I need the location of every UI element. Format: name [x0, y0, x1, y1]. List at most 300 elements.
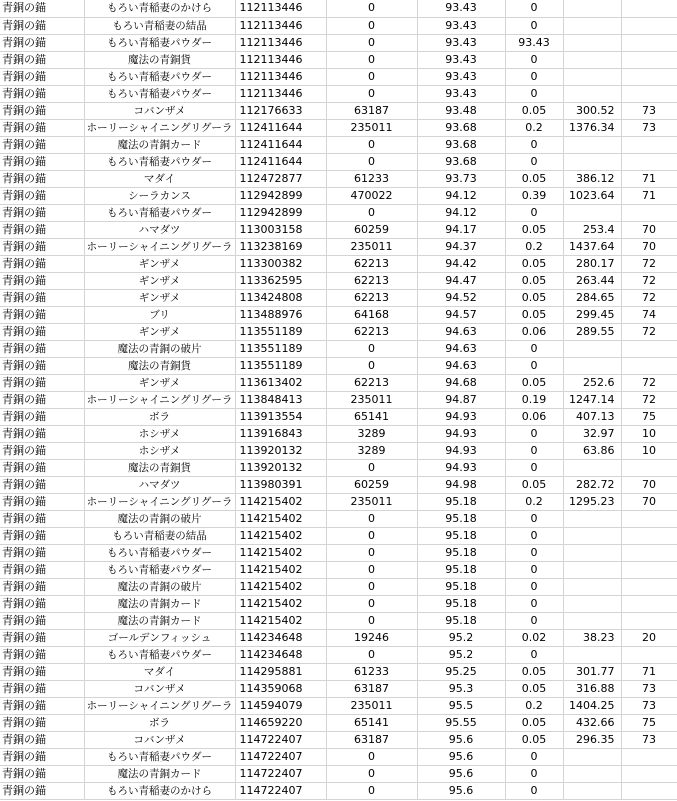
level-cell[interactable]: [621, 51, 677, 68]
level-cell[interactable]: [621, 357, 677, 374]
value-cell[interactable]: [563, 748, 621, 765]
level-cell[interactable]: [621, 17, 677, 34]
location-cell[interactable]: 青銅の錨: [0, 17, 84, 34]
level-cell[interactable]: 72: [621, 391, 677, 408]
percent-cell[interactable]: 94.17: [417, 221, 505, 238]
cumulative-count-cell[interactable]: 114215402: [235, 510, 326, 527]
count-cell[interactable]: 60259: [326, 476, 417, 493]
percent-cell[interactable]: 94.93: [417, 408, 505, 425]
count-cell[interactable]: 0: [326, 510, 417, 527]
level-cell[interactable]: 72: [621, 323, 677, 340]
count-cell[interactable]: 63187: [326, 102, 417, 119]
value-cell[interactable]: [563, 136, 621, 153]
value-cell[interactable]: 1023.64: [563, 187, 621, 204]
value-cell[interactable]: 263.44: [563, 272, 621, 289]
value-cell[interactable]: 386.12: [563, 170, 621, 187]
count-cell[interactable]: 0: [326, 459, 417, 476]
cumulative-count-cell[interactable]: 112113446: [235, 51, 326, 68]
value-cell[interactable]: 253.4: [563, 221, 621, 238]
cumulative-count-cell[interactable]: 114659220: [235, 714, 326, 731]
location-cell[interactable]: 青銅の錨: [0, 34, 84, 51]
cumulative-count-cell[interactable]: 113848413: [235, 391, 326, 408]
delta-cell[interactable]: 0: [505, 612, 563, 629]
item-name-cell[interactable]: 魔法の青銅の破片: [84, 340, 235, 357]
cumulative-count-cell[interactable]: 114215402: [235, 493, 326, 510]
level-cell[interactable]: 71: [621, 170, 677, 187]
location-cell[interactable]: 青銅の錨: [0, 170, 84, 187]
cumulative-count-cell[interactable]: 112942899: [235, 187, 326, 204]
delta-cell[interactable]: 0.05: [505, 714, 563, 731]
delta-cell[interactable]: 0.05: [505, 170, 563, 187]
value-cell[interactable]: 289.55: [563, 323, 621, 340]
item-name-cell[interactable]: もろい青稲妻のかけら: [84, 782, 235, 799]
level-cell[interactable]: 72: [621, 374, 677, 391]
delta-cell[interactable]: 0: [505, 561, 563, 578]
cumulative-count-cell[interactable]: 113920132: [235, 459, 326, 476]
cumulative-count-cell[interactable]: 114215402: [235, 612, 326, 629]
cumulative-count-cell[interactable]: 114359068: [235, 680, 326, 697]
item-name-cell[interactable]: もろい青稲妻パウダー: [84, 646, 235, 663]
value-cell[interactable]: 282.72: [563, 476, 621, 493]
value-cell[interactable]: [563, 34, 621, 51]
level-cell[interactable]: 71: [621, 663, 677, 680]
location-cell[interactable]: 青銅の錨: [0, 442, 84, 459]
value-cell[interactable]: 280.17: [563, 255, 621, 272]
value-cell[interactable]: [563, 527, 621, 544]
delta-cell[interactable]: 0: [505, 459, 563, 476]
cumulative-count-cell[interactable]: 113920132: [235, 442, 326, 459]
location-cell[interactable]: 青銅の錨: [0, 306, 84, 323]
delta-cell[interactable]: 0: [505, 578, 563, 595]
delta-cell[interactable]: 0: [505, 527, 563, 544]
delta-cell[interactable]: 0.05: [505, 731, 563, 748]
location-cell[interactable]: 青銅の錨: [0, 680, 84, 697]
value-cell[interactable]: 296.35: [563, 731, 621, 748]
percent-cell[interactable]: 95.6: [417, 748, 505, 765]
count-cell[interactable]: 235011: [326, 697, 417, 714]
delta-cell[interactable]: 0.06: [505, 408, 563, 425]
count-cell[interactable]: 62213: [326, 289, 417, 306]
level-cell[interactable]: [621, 34, 677, 51]
count-cell[interactable]: 235011: [326, 493, 417, 510]
count-cell[interactable]: 0: [326, 68, 417, 85]
location-cell[interactable]: 青銅の錨: [0, 340, 84, 357]
cumulative-count-cell[interactable]: 113551189: [235, 340, 326, 357]
percent-cell[interactable]: 94.52: [417, 289, 505, 306]
level-cell[interactable]: [621, 782, 677, 799]
delta-cell[interactable]: 0: [505, 204, 563, 221]
percent-cell[interactable]: 95.18: [417, 612, 505, 629]
level-cell[interactable]: 72: [621, 272, 677, 289]
value-cell[interactable]: 301.77: [563, 663, 621, 680]
delta-cell[interactable]: 0.2: [505, 493, 563, 510]
count-cell[interactable]: 470022: [326, 187, 417, 204]
level-cell[interactable]: [621, 544, 677, 561]
cumulative-count-cell[interactable]: 114215402: [235, 595, 326, 612]
location-cell[interactable]: 青銅の錨: [0, 153, 84, 170]
count-cell[interactable]: 0: [326, 748, 417, 765]
value-cell[interactable]: [563, 459, 621, 476]
level-cell[interactable]: [621, 85, 677, 102]
item-name-cell[interactable]: ホーリーシャイニングリグーラ: [84, 238, 235, 255]
count-cell[interactable]: 0: [326, 527, 417, 544]
count-cell[interactable]: 235011: [326, 391, 417, 408]
percent-cell[interactable]: 95.55: [417, 714, 505, 731]
count-cell[interactable]: 0: [326, 204, 417, 221]
delta-cell[interactable]: 0: [505, 17, 563, 34]
value-cell[interactable]: [563, 578, 621, 595]
percent-cell[interactable]: 95.18: [417, 595, 505, 612]
value-cell[interactable]: [563, 782, 621, 799]
cumulative-count-cell[interactable]: 114722407: [235, 731, 326, 748]
count-cell[interactable]: 0: [326, 51, 417, 68]
count-cell[interactable]: 19246: [326, 629, 417, 646]
item-name-cell[interactable]: ハマダツ: [84, 221, 235, 238]
delta-cell[interactable]: 0.19: [505, 391, 563, 408]
level-cell[interactable]: 74: [621, 306, 677, 323]
item-name-cell[interactable]: ハマダツ: [84, 476, 235, 493]
item-name-cell[interactable]: ホシザメ: [84, 425, 235, 442]
cumulative-count-cell[interactable]: 113913554: [235, 408, 326, 425]
value-cell[interactable]: [563, 595, 621, 612]
percent-cell[interactable]: 95.18: [417, 561, 505, 578]
cumulative-count-cell[interactable]: 113238169: [235, 238, 326, 255]
item-name-cell[interactable]: 魔法の青銅カード: [84, 136, 235, 153]
cumulative-count-cell[interactable]: 112942899: [235, 204, 326, 221]
value-cell[interactable]: [563, 153, 621, 170]
delta-cell[interactable]: 0: [505, 442, 563, 459]
value-cell[interactable]: 1247.14: [563, 391, 621, 408]
cumulative-count-cell[interactable]: 114594079: [235, 697, 326, 714]
location-cell[interactable]: 青銅の錨: [0, 510, 84, 527]
percent-cell[interactable]: 93.43: [417, 85, 505, 102]
level-cell[interactable]: 10: [621, 442, 677, 459]
item-name-cell[interactable]: ボラ: [84, 714, 235, 731]
location-cell[interactable]: 青銅の錨: [0, 391, 84, 408]
item-name-cell[interactable]: ボラ: [84, 408, 235, 425]
item-name-cell[interactable]: もろい青稲妻パウダー: [84, 68, 235, 85]
level-cell[interactable]: 70: [621, 476, 677, 493]
item-name-cell[interactable]: ホーリーシャイニングリグーラ: [84, 119, 235, 136]
location-cell[interactable]: 青銅の錨: [0, 697, 84, 714]
delta-cell[interactable]: 0: [505, 340, 563, 357]
percent-cell[interactable]: 95.2: [417, 646, 505, 663]
item-name-cell[interactable]: もろい青稲妻の結晶: [84, 527, 235, 544]
cumulative-count-cell[interactable]: 112176633: [235, 102, 326, 119]
value-cell[interactable]: [563, 0, 621, 17]
item-name-cell[interactable]: もろい青稲妻パウダー: [84, 544, 235, 561]
level-cell[interactable]: [621, 204, 677, 221]
level-cell[interactable]: 20: [621, 629, 677, 646]
cumulative-count-cell[interactable]: 113488976: [235, 306, 326, 323]
item-name-cell[interactable]: もろい青稲妻パウダー: [84, 85, 235, 102]
level-cell[interactable]: 75: [621, 714, 677, 731]
level-cell[interactable]: [621, 510, 677, 527]
level-cell[interactable]: 73: [621, 680, 677, 697]
delta-cell[interactable]: 0: [505, 595, 563, 612]
count-cell[interactable]: 0: [326, 34, 417, 51]
location-cell[interactable]: 青銅の錨: [0, 289, 84, 306]
cumulative-count-cell[interactable]: 112113446: [235, 17, 326, 34]
item-name-cell[interactable]: もろい青稲妻パウダー: [84, 748, 235, 765]
delta-cell[interactable]: 0.02: [505, 629, 563, 646]
value-cell[interactable]: [563, 340, 621, 357]
cumulative-count-cell[interactable]: 112472877: [235, 170, 326, 187]
item-name-cell[interactable]: 魔法の青銅貨: [84, 459, 235, 476]
level-cell[interactable]: 73: [621, 102, 677, 119]
delta-cell[interactable]: 0.05: [505, 221, 563, 238]
cumulative-count-cell[interactable]: 114722407: [235, 765, 326, 782]
percent-cell[interactable]: 95.6: [417, 765, 505, 782]
location-cell[interactable]: 青銅の錨: [0, 357, 84, 374]
count-cell[interactable]: 0: [326, 578, 417, 595]
value-cell[interactable]: [563, 68, 621, 85]
value-cell[interactable]: 316.88: [563, 680, 621, 697]
location-cell[interactable]: 青銅の錨: [0, 408, 84, 425]
value-cell[interactable]: [563, 204, 621, 221]
delta-cell[interactable]: 0.05: [505, 306, 563, 323]
delta-cell[interactable]: 0: [505, 68, 563, 85]
item-name-cell[interactable]: もろい青稲妻の結晶: [84, 17, 235, 34]
level-cell[interactable]: [621, 646, 677, 663]
value-cell[interactable]: 1437.64: [563, 238, 621, 255]
cumulative-count-cell[interactable]: 114234648: [235, 629, 326, 646]
location-cell[interactable]: 青銅の錨: [0, 119, 84, 136]
count-cell[interactable]: 3289: [326, 425, 417, 442]
location-cell[interactable]: 青銅の錨: [0, 595, 84, 612]
location-cell[interactable]: 青銅の錨: [0, 493, 84, 510]
location-cell[interactable]: 青銅の錨: [0, 187, 84, 204]
location-cell[interactable]: 青銅の錨: [0, 459, 84, 476]
location-cell[interactable]: 青銅の錨: [0, 102, 84, 119]
percent-cell[interactable]: 95.6: [417, 731, 505, 748]
percent-cell[interactable]: 93.43: [417, 34, 505, 51]
percent-cell[interactable]: 94.42: [417, 255, 505, 272]
item-name-cell[interactable]: 魔法の青銅貨: [84, 357, 235, 374]
value-cell[interactable]: 32.97: [563, 425, 621, 442]
count-cell[interactable]: 0: [326, 561, 417, 578]
count-cell[interactable]: 235011: [326, 119, 417, 136]
delta-cell[interactable]: 0: [505, 153, 563, 170]
value-cell[interactable]: [563, 561, 621, 578]
level-cell[interactable]: [621, 153, 677, 170]
count-cell[interactable]: 64168: [326, 306, 417, 323]
count-cell[interactable]: 65141: [326, 408, 417, 425]
location-cell[interactable]: 青銅の錨: [0, 663, 84, 680]
cumulative-count-cell[interactable]: 112113446: [235, 0, 326, 17]
count-cell[interactable]: 0: [326, 340, 417, 357]
count-cell[interactable]: 235011: [326, 238, 417, 255]
percent-cell[interactable]: 95.25: [417, 663, 505, 680]
level-cell[interactable]: [621, 765, 677, 782]
location-cell[interactable]: 青銅の錨: [0, 561, 84, 578]
cumulative-count-cell[interactable]: 113551189: [235, 323, 326, 340]
value-cell[interactable]: 252.6: [563, 374, 621, 391]
cumulative-count-cell[interactable]: 112113446: [235, 85, 326, 102]
percent-cell[interactable]: 94.63: [417, 357, 505, 374]
level-cell[interactable]: [621, 340, 677, 357]
value-cell[interactable]: 38.23: [563, 629, 621, 646]
location-cell[interactable]: 青銅の錨: [0, 204, 84, 221]
location-cell[interactable]: 青銅の錨: [0, 255, 84, 272]
location-cell[interactable]: 青銅の錨: [0, 374, 84, 391]
location-cell[interactable]: 青銅の錨: [0, 68, 84, 85]
item-name-cell[interactable]: 魔法の青銅の破片: [84, 510, 235, 527]
delta-cell[interactable]: 0: [505, 357, 563, 374]
item-name-cell[interactable]: ホーリーシャイニングリグーラ: [84, 391, 235, 408]
cumulative-count-cell[interactable]: 112411644: [235, 119, 326, 136]
location-cell[interactable]: 青銅の錨: [0, 323, 84, 340]
percent-cell[interactable]: 94.98: [417, 476, 505, 493]
count-cell[interactable]: 63187: [326, 680, 417, 697]
level-cell[interactable]: [621, 459, 677, 476]
item-name-cell[interactable]: もろい青稲妻パウダー: [84, 34, 235, 51]
location-cell[interactable]: 青銅の錨: [0, 748, 84, 765]
count-cell[interactable]: 62213: [326, 272, 417, 289]
level-cell[interactable]: [621, 612, 677, 629]
item-name-cell[interactable]: ブリ: [84, 306, 235, 323]
delta-cell[interactable]: 0: [505, 510, 563, 527]
value-cell[interactable]: 63.86: [563, 442, 621, 459]
location-cell[interactable]: 青銅の錨: [0, 765, 84, 782]
level-cell[interactable]: 70: [621, 238, 677, 255]
value-cell[interactable]: [563, 510, 621, 527]
count-cell[interactable]: 0: [326, 765, 417, 782]
item-name-cell[interactable]: もろい青稲妻パウダー: [84, 153, 235, 170]
location-cell[interactable]: 青銅の錨: [0, 782, 84, 799]
level-cell[interactable]: 73: [621, 119, 677, 136]
item-name-cell[interactable]: ゴールデンフィッシュ: [84, 629, 235, 646]
count-cell[interactable]: 65141: [326, 714, 417, 731]
item-name-cell[interactable]: ホーリーシャイニングリグーラ: [84, 697, 235, 714]
percent-cell[interactable]: 94.37: [417, 238, 505, 255]
delta-cell[interactable]: 0.2: [505, 697, 563, 714]
location-cell[interactable]: 青銅の錨: [0, 731, 84, 748]
percent-cell[interactable]: 93.68: [417, 136, 505, 153]
value-cell[interactable]: [563, 85, 621, 102]
item-name-cell[interactable]: 魔法の青銅カード: [84, 595, 235, 612]
value-cell[interactable]: 1295.23: [563, 493, 621, 510]
cumulative-count-cell[interactable]: 113980391: [235, 476, 326, 493]
delta-cell[interactable]: 0.2: [505, 238, 563, 255]
count-cell[interactable]: 63187: [326, 731, 417, 748]
item-name-cell[interactable]: 魔法の青銅の破片: [84, 578, 235, 595]
item-name-cell[interactable]: ホーリーシャイニングリグーラ: [84, 493, 235, 510]
value-cell[interactable]: [563, 51, 621, 68]
delta-cell[interactable]: 0: [505, 782, 563, 799]
value-cell[interactable]: [563, 544, 621, 561]
item-name-cell[interactable]: ホシザメ: [84, 442, 235, 459]
percent-cell[interactable]: 95.5: [417, 697, 505, 714]
location-cell[interactable]: 青銅の錨: [0, 238, 84, 255]
item-name-cell[interactable]: コバンザメ: [84, 680, 235, 697]
level-cell[interactable]: 72: [621, 289, 677, 306]
count-cell[interactable]: 0: [326, 85, 417, 102]
value-cell[interactable]: 1404.25: [563, 697, 621, 714]
percent-cell[interactable]: 95.18: [417, 527, 505, 544]
percent-cell[interactable]: 93.48: [417, 102, 505, 119]
level-cell[interactable]: [621, 0, 677, 17]
item-name-cell[interactable]: もろい青稲妻のかけら: [84, 0, 235, 17]
delta-cell[interactable]: 0: [505, 425, 563, 442]
percent-cell[interactable]: 93.43: [417, 0, 505, 17]
percent-cell[interactable]: 93.68: [417, 119, 505, 136]
delta-cell[interactable]: 93.43: [505, 34, 563, 51]
count-cell[interactable]: 0: [326, 17, 417, 34]
item-name-cell[interactable]: ギンザメ: [84, 255, 235, 272]
delta-cell[interactable]: 0.05: [505, 255, 563, 272]
delta-cell[interactable]: 0.05: [505, 663, 563, 680]
percent-cell[interactable]: 95.18: [417, 493, 505, 510]
cumulative-count-cell[interactable]: 112113446: [235, 34, 326, 51]
level-cell[interactable]: 10: [621, 425, 677, 442]
value-cell[interactable]: 300.52: [563, 102, 621, 119]
location-cell[interactable]: 青銅の錨: [0, 425, 84, 442]
count-cell[interactable]: 60259: [326, 221, 417, 238]
item-name-cell[interactable]: ギンザメ: [84, 374, 235, 391]
percent-cell[interactable]: 95.3: [417, 680, 505, 697]
percent-cell[interactable]: 94.87: [417, 391, 505, 408]
cumulative-count-cell[interactable]: 113424808: [235, 289, 326, 306]
cumulative-count-cell[interactable]: 114215402: [235, 527, 326, 544]
percent-cell[interactable]: 94.93: [417, 459, 505, 476]
value-cell[interactable]: 407.13: [563, 408, 621, 425]
cumulative-count-cell[interactable]: 114722407: [235, 748, 326, 765]
cumulative-count-cell[interactable]: 112113446: [235, 68, 326, 85]
value-cell[interactable]: [563, 357, 621, 374]
location-cell[interactable]: 青銅の錨: [0, 0, 84, 17]
delta-cell[interactable]: 0: [505, 51, 563, 68]
percent-cell[interactable]: 93.43: [417, 17, 505, 34]
item-name-cell[interactable]: コバンザメ: [84, 731, 235, 748]
value-cell[interactable]: [563, 17, 621, 34]
level-cell[interactable]: [621, 578, 677, 595]
percent-cell[interactable]: 94.57: [417, 306, 505, 323]
delta-cell[interactable]: 0: [505, 748, 563, 765]
cumulative-count-cell[interactable]: 113916843: [235, 425, 326, 442]
cumulative-count-cell[interactable]: 114215402: [235, 561, 326, 578]
level-cell[interactable]: 73: [621, 697, 677, 714]
item-name-cell[interactable]: 魔法の青銅カード: [84, 612, 235, 629]
cumulative-count-cell[interactable]: 113551189: [235, 357, 326, 374]
count-cell[interactable]: 61233: [326, 170, 417, 187]
item-name-cell[interactable]: 魔法の青銅カード: [84, 765, 235, 782]
percent-cell[interactable]: 93.68: [417, 153, 505, 170]
count-cell[interactable]: 0: [326, 595, 417, 612]
location-cell[interactable]: 青銅の錨: [0, 51, 84, 68]
location-cell[interactable]: 青銅の錨: [0, 544, 84, 561]
percent-cell[interactable]: 94.63: [417, 340, 505, 357]
percent-cell[interactable]: 93.43: [417, 51, 505, 68]
cumulative-count-cell[interactable]: 114295881: [235, 663, 326, 680]
percent-cell[interactable]: 94.12: [417, 187, 505, 204]
percent-cell[interactable]: 93.73: [417, 170, 505, 187]
value-cell[interactable]: 1376.34: [563, 119, 621, 136]
delta-cell[interactable]: 0.05: [505, 680, 563, 697]
percent-cell[interactable]: 94.93: [417, 442, 505, 459]
percent-cell[interactable]: 93.43: [417, 68, 505, 85]
count-cell[interactable]: 3289: [326, 442, 417, 459]
delta-cell[interactable]: 0: [505, 0, 563, 17]
value-cell[interactable]: [563, 612, 621, 629]
location-cell[interactable]: 青銅の錨: [0, 85, 84, 102]
cumulative-count-cell[interactable]: 114722407: [235, 782, 326, 799]
percent-cell[interactable]: 94.93: [417, 425, 505, 442]
item-name-cell[interactable]: マダイ: [84, 170, 235, 187]
cumulative-count-cell[interactable]: 113362595: [235, 272, 326, 289]
location-cell[interactable]: 青銅の錨: [0, 476, 84, 493]
count-cell[interactable]: 0: [326, 357, 417, 374]
